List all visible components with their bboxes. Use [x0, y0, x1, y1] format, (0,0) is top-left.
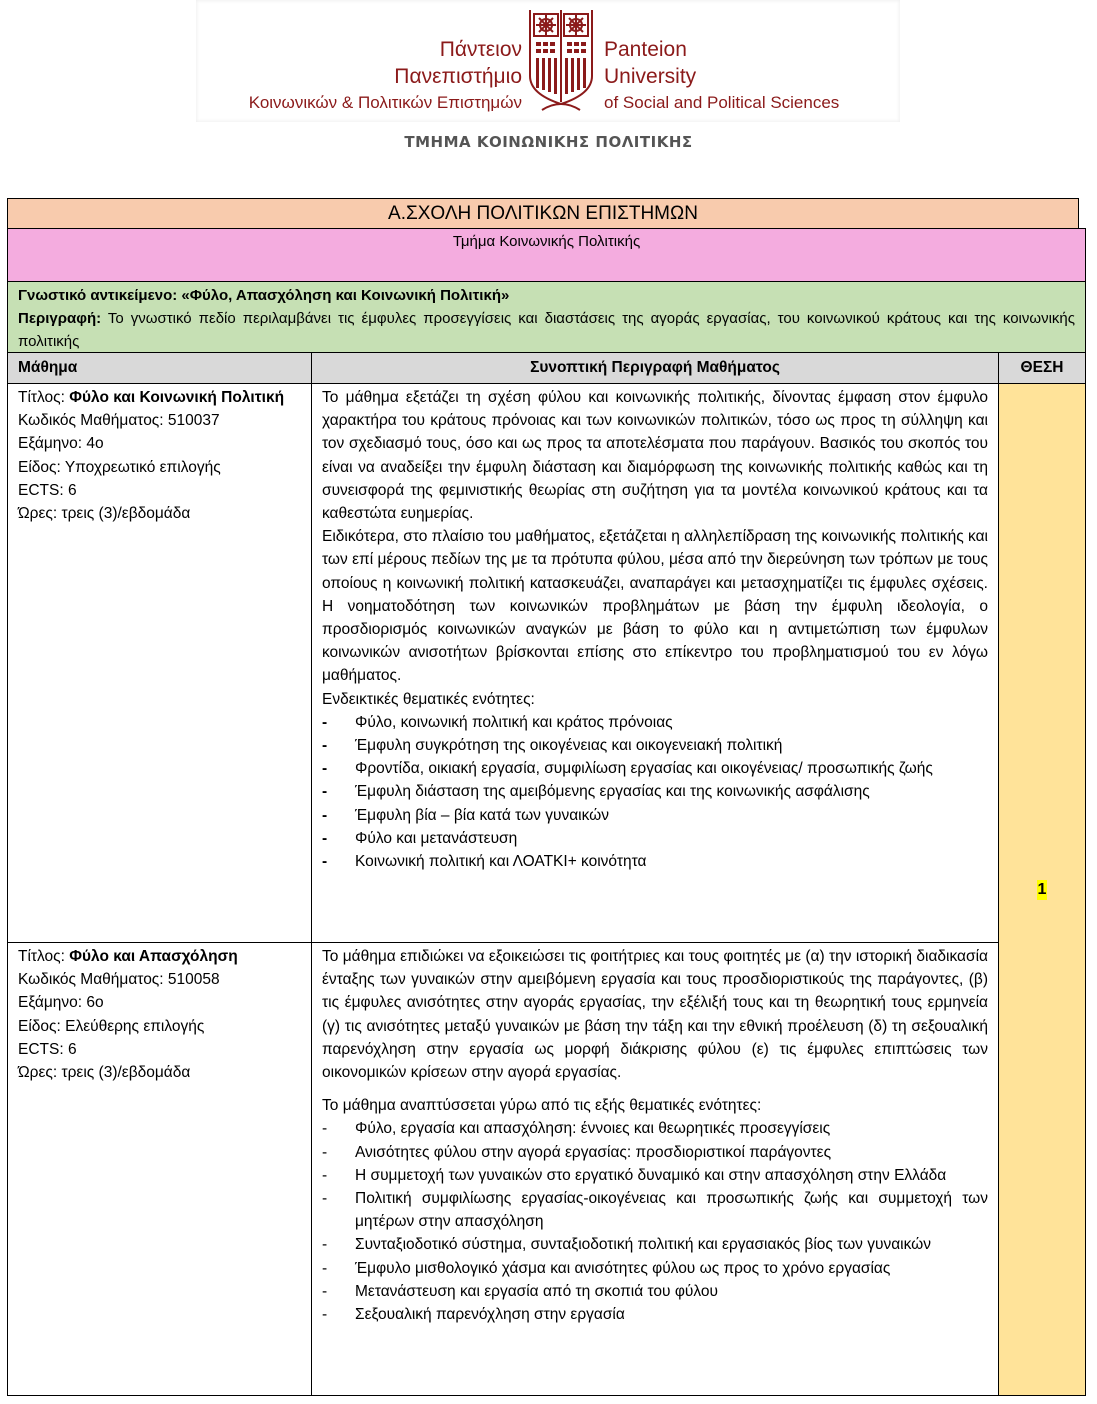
logo-english-line-3: of Social and Political Sciences	[604, 93, 840, 112]
university-emblem-icon	[528, 6, 594, 112]
logo-english-text	[604, 36, 839, 116]
course-hours: Ώρες: τρεις (3)/εβδομάδα	[18, 1064, 191, 1082]
subject-line	[18, 284, 1075, 307]
logo-english-line-2: University	[604, 65, 697, 88]
course-title-value: Φύλο και Κοινωνική Πολιτική	[69, 389, 285, 406]
course-hours: Ώρες: τρεις (3)/εβδομάδα	[18, 505, 191, 523]
list-item: - Κοινωνική πολιτική και ΛΟΑΤΚΙ+ κοινότητα	[322, 850, 988, 873]
list-item: - Φύλο, εργασία και απασχόληση: έννοιες και θεωρητικές προσεγγίσεις	[322, 1117, 988, 1140]
course-ects: ECTS: 6	[18, 481, 77, 499]
description-value: Το γνωστικό πεδίο περιλαμβάνει τις έμφυλες προσεγγίσεις και διαστάσεις της αγοράς εργασίας, του κοινωνικού κράτους και της κοινωνικής πολιτικής	[18, 310, 1075, 350]
list-item: - Σεξουαλική παρενόχληση στην εργασία	[322, 1303, 988, 1326]
course-description-2	[311, 942, 999, 1396]
subject-area	[7, 281, 1086, 353]
course-semester: Εξάμηνο: 6ο	[18, 994, 104, 1012]
list-item: - Η συμμετοχή των γυναικών στο εργατικό δυναμικό και στην απασχόληση στην Ελλάδα	[322, 1164, 988, 1187]
logo-greek-text	[249, 36, 522, 116]
course-semester: Εξάμηνο: 4ο	[18, 435, 104, 453]
department-heading: Τμήμα Κοινωνικής Πολιτικής	[7, 228, 1086, 282]
course-title	[18, 945, 301, 968]
description-paragraph: Το μάθημα επιδιώκει να εξοικειώσει τις φοιτήτριες και τους φοιτητές με (α) την ιστορική διαδικασία ένταξης των γυναικών στην αμειβόμενη εργασία και τους προσδιοριστικούς της παράγοντες, (β) τις έμφυλες ανισότητες στην αγοράς εργασίας, την εξέλιξή τους και τη θεωρητική τους ερμηνεία (γ) τις ανισότητες μεταξύ γυναικών με βάση την τάξη και την εθνική προέλευση (δ) τη σεξουαλική παρενόχληση στην εργασία ως μορφή διάκρισης φύλου (ε) τις έμφυλες επιπτώσεις των οικονομικών κρίσεων στην αγορά εργασίας.	[322, 948, 988, 1082]
list-item: - Ανισότητες φύλου στην αγορά εργασίας: προσδιοριστικοί παράγοντες	[322, 1141, 988, 1164]
position-number: 1	[1037, 880, 1047, 898]
column-header-description: Συνοπτική Περιγραφή Μαθήματος	[311, 352, 999, 384]
column-header-position: ΘΕΣΗ	[998, 352, 1086, 384]
subject-label: Γνωστικό αντικείμενο:	[18, 287, 178, 304]
course-title-label: Τίτλος:	[18, 948, 65, 965]
topics-list	[322, 1117, 988, 1326]
list-item: - Συνταξιοδοτικό σύστημα, συνταξιοδοτική πολιτική και εργασιακός βίος των γυναικών	[322, 1233, 988, 1256]
course-description-1	[311, 383, 999, 943]
course-title-label: Τίτλος:	[18, 389, 65, 406]
course-code: Κωδικός Μαθήματος: 510058	[18, 971, 220, 989]
course-ects: ECTS: 6	[18, 1040, 77, 1058]
course-type: Είδος: Υποχρεωτικό επιλογής	[18, 458, 221, 476]
description-label: Περιγραφή:	[18, 310, 102, 327]
logo-greek-line-3: Κοινωνικών & Πολιτικών Επιστημών	[248, 93, 522, 112]
subject-description	[18, 307, 1075, 353]
list-item: - Έμφυλη συγκρότηση της οικογένειας και οικογενειακή πολιτική	[322, 734, 988, 757]
list-item: - Φύλο και μετανάστευση	[322, 827, 988, 850]
course-info-1	[7, 383, 312, 943]
list-item: - Έμφυλη βία – βία κατά των γυναικών	[322, 804, 988, 827]
list-item: - Φύλο, κοινωνική πολιτική και κράτος πρόνοιας	[322, 711, 988, 734]
course-code: Κωδικός Μαθήματος: 510037	[18, 412, 220, 430]
course-title	[18, 386, 301, 409]
list-item: - Πολιτική συμφιλίωσης εργασίας-οικογένειας και προσωπικής ζωής και συμμετοχή των μητέρων στην απασχόληση	[322, 1187, 988, 1233]
subject-value: «Φύλο, Απασχόληση και Κοινωνική Πολιτική»	[181, 287, 510, 304]
course-title-value: Φύλο και Απασχόληση	[69, 948, 238, 965]
description-paragraph: Το μάθημα εξετάζει τη σχέση φύλου και κοινωνικής πολιτικής, δίνοντας έμφαση στον έμφυλο χαρακτήρα του κράτους πρόνοιας και των κοινωνικών πολιτικών, τόσο ως προς τη σύλληψη και τον σχεδιασμό τους, όσο και ως προς τα αποτελέσματα που παράγουν. Βασικός του σκοπός του είναι να αναδείξει την έμφυλη διάσταση και διαμόρφωση της κοινωνικής πολιτικής καθώς και τη συνεισφορά της φεμινιστικής θεωρίας στη συζήτηση για τα μοντέλα κοινωνικού κράτους και τα καθεστώτα ευημερίας.	[322, 389, 988, 523]
school-heading: Α.ΣΧΟΛΗ ΠΟΛΙΤΙΚΩΝ ΕΠΙΣΤΗΜΩΝ	[7, 198, 1079, 229]
description-paragraph: Ειδικότερα, στο πλαίσιο του μαθήματος, εξετάζεται η αλληλεπίδραση της κοινωνικής πολιτικής και των επί μέρους πεδίων της με τα πρότυπα φύλου, μέσα από την διερεύνηση των τρόπων με τους οποίους η κοινωνική πολιτική κατασκευάζει, αναπαράγει και μετασχηματίζει τις έμφυλες σχέσεις. Η νοηματοδότηση των κοινωνικών προβλημάτων με βάση την έμφυλη ιδεολογία, ο προσδιορισμός κοινωνικών αναγκών με βάση το φύλο και η αντιμετώπιση των έμφυλων κοινωνικών ανισοτήτων βρίσκονται επίσης στο επίκεντρο του προβληματισμού του εν λόγω μαθήματος.	[322, 528, 988, 685]
topics-intro: Ενδεικτικές θεματικές ενότητες:	[322, 690, 535, 708]
list-item: - Μετανάστευση και εργασία από τη σκοπιά του φύλου	[322, 1280, 988, 1303]
list-item: - Φροντίδα, οικιακή εργασία, συμφιλίωση εργασίας και οικογένειας/ προσωπικής ζωής	[322, 757, 988, 780]
department-title: ΤΜΗΜΑ ΚΟΙΝΩΝΙΚΗΣ ΠΟΛΙΤΙΚΗΣ	[404, 133, 693, 151]
university-logo	[196, 0, 900, 122]
logo-english-line-1: Panteion	[604, 38, 687, 61]
course-info-2	[7, 942, 312, 1396]
column-header-course: Μάθημα	[7, 352, 312, 384]
list-item: - Έμφυλο μισθολογικό χάσμα και ανισότητες φύλου ως προς το χρόνο εργασίας	[322, 1257, 988, 1280]
course-type: Είδος: Ελεύθερης επιλογής	[18, 1017, 205, 1035]
topics-intro: Το μάθημα αναπτύσσεται γύρω από τις εξής θεματικές ενότητες:	[322, 1097, 762, 1115]
list-item: - Έμφυλη διάσταση της αμειβόμενης εργασίας και της κοινωνικής ασφάλισης	[322, 780, 988, 803]
logo-greek-line-2: Πανεπιστήμιο	[394, 65, 522, 88]
position-cell	[998, 383, 1086, 1396]
logo-greek-line-1: Πάντειον	[439, 38, 522, 61]
topics-list	[322, 711, 988, 873]
